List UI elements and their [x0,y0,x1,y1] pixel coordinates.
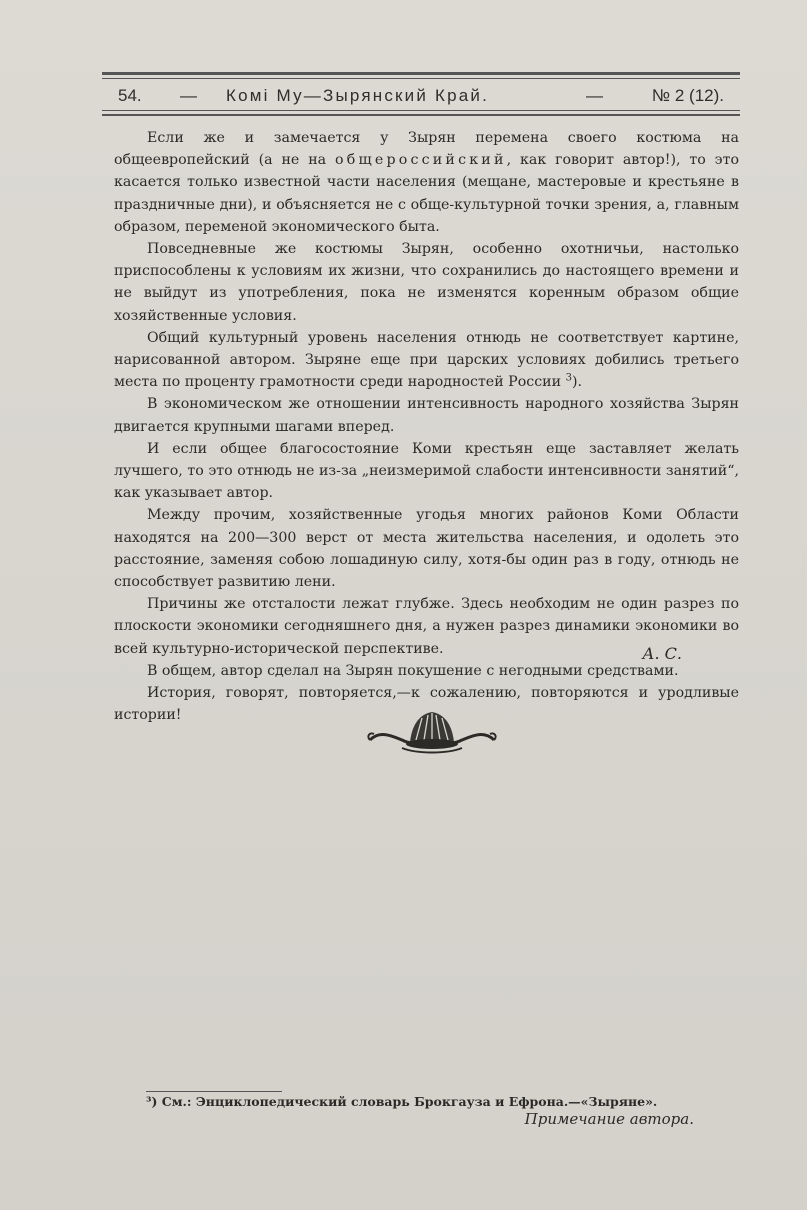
page-number: 54. [118,86,142,105]
footnote-author-note: Примечание автора. [524,1110,694,1128]
paragraph-3 [114,327,739,394]
running-head [108,84,734,108]
paragraph-1-spaced-word: общероссийский [334,152,507,169]
header-rule-bottom [102,114,740,116]
journal-title: Комi Му—Зырянский Край. [226,86,490,105]
footnote-rule [146,1091,282,1092]
paragraph-3-text-b: ). [571,374,582,391]
paragraph-3-text-a: Общий культурный уровень населения отнюдь не соответствует картине, нарисованной автором. Зыряне еще при царских условиях добились третьего места по проценту грамотности среди народностей России [114,329,739,391]
floral-scroll-ornament-icon [362,706,502,758]
author-signature: А. С. [642,644,682,663]
header-dash-2: — [586,86,603,105]
header-rule-top-thin [102,78,740,79]
paragraph-1-text-a: Если же и замечается у Зырян перемена своего костюма на общеевропейский (а не на [114,130,739,169]
paragraph-1 [114,127,739,238]
footnote-reference: 3 [565,372,572,384]
header-dash: — [180,86,197,105]
paragraph-4: В экономическом же отношении интенсивность народного хозяйства Зырян двигается крупными шагами вперед. [114,396,739,435]
paragraph-8: В общем, автор сделал на Зырян покушение с негодными средствами. [147,662,679,679]
footnote-text: ³) См.: Энциклопедический словарь Брокгауза и Ефрона.—«Зыряне». [146,1094,658,1109]
issue-number: № 2 (12). [651,86,724,105]
paragraph-2: Повседневные же костюмы Зырян, особенно охотничьи, настолько приспособлены к условиям их жизни, что сохранились до настоящего времени и не выйдут из употребления, пока не изменятся коренным образом общие хозяйственные условия. [114,241,739,324]
paragraph-1-text-b: , как говорит автор!), то это касается только известной части населения (мещане, мастеровые и крестьяне в праздничные дни), и объясняется не с обще-культурной точки зрения, а, главным образом, переменой экономического быта. [114,152,739,235]
paragraph-5: И если общее благосостояние Коми крестьян еще заставляет желать лучшего, то это отнюдь не из-за „неизмеримой слабости интенсивности занятий“, как указывает автор. [114,440,739,502]
header-rule-bottom-thin [102,110,740,111]
paragraph-6: Между прочим, хозяйственные угодья многих районов Коми Области находятся на 200—300 верст от места жительства населения, и одолеть это расстояние, заменяя собою лошадиную силу, хотя-бы один раз в году, отнюдь не способствует развитию лени. [114,507,739,591]
header-rule-top [102,72,740,75]
paragraph-9: История, говорят, повторяется,—к сожалению, повторяются и уродливые истории! [114,685,739,724]
paragraph-7: Причины же отсталости лежат глубже. Здесь необходим не один разрез по плоскости экономики сегодняшнего дня, а нужен разрез динамики экономики во всей культурно-исторической перспективе. [114,596,739,657]
article-body [114,127,739,726]
